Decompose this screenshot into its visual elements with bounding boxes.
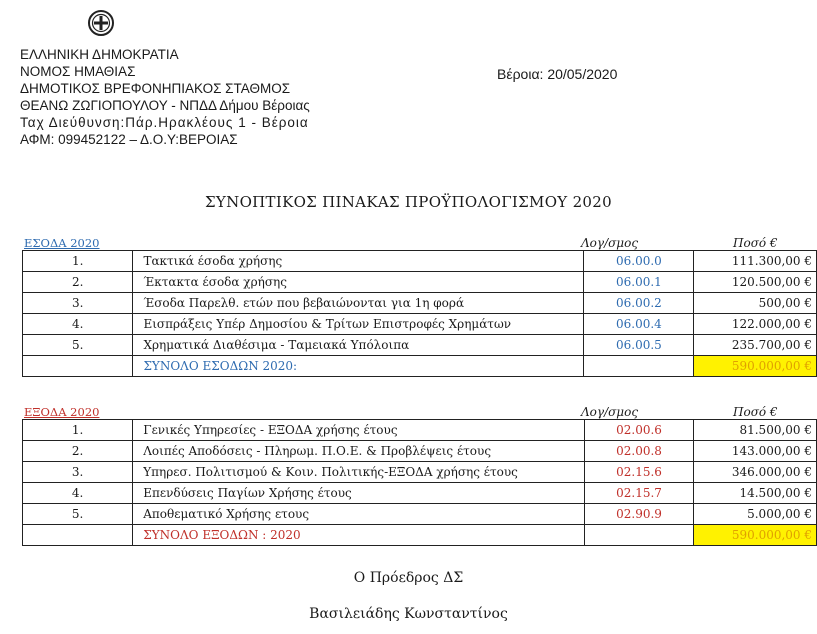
header-line: ΘΕΑΝΩ ΖΩΓΙΟΠΟΥΛΟΥ - ΝΠΔΔ Δήμου Βέροιας xyxy=(20,98,310,113)
row-amount: 81.500,00 € xyxy=(694,420,817,441)
table-row xyxy=(23,293,817,314)
table-row xyxy=(23,251,817,272)
row-description: Υπηρεσ. Πολιτισμού & Κοιν. Πολιτικής-ΕΞΟΔΑ χρήσης έτους xyxy=(133,462,584,483)
row-number: 4. xyxy=(23,483,133,504)
expense-table xyxy=(22,419,817,546)
row-number: 5. xyxy=(23,335,133,356)
row-amount: 14.500,00 € xyxy=(694,483,817,504)
income-table xyxy=(22,250,817,377)
row-description: Αποθεματικό Χρήσης ετους xyxy=(133,504,584,525)
row-number: 1. xyxy=(23,251,133,272)
row-code: 06.00.2 xyxy=(584,293,694,314)
page-title: ΣΥΝΟΠΤΙΚΟΣ ΠΙΝΑΚΑΣ ΠΡΟΫΠΟΛΟΓΙΣΜΟΥ 2020 xyxy=(205,193,612,211)
total-row xyxy=(23,356,817,377)
row-amount: 111.300,00 € xyxy=(694,251,817,272)
row-number: 1. xyxy=(23,420,133,441)
row-amount: 122.000,00 € xyxy=(694,314,817,335)
row-amount: 235.700,00 € xyxy=(694,335,817,356)
row-code: 06.00.1 xyxy=(584,272,694,293)
row-description: Έκτακτα έσοδα χρήσης xyxy=(133,272,584,293)
row-number: 3. xyxy=(23,462,133,483)
row-description: Επενδύσεις Παγίων Χρήσης έτους xyxy=(133,483,584,504)
expense-section-label: ΕΞΟΔΑ 2020 xyxy=(24,405,100,419)
expense-total-label: ΣΥΝΟΛΟ ΕΞΟΔΩΝ : 2020 xyxy=(133,525,584,546)
row-description: Τακτικά έσοδα χρήσης xyxy=(133,251,584,272)
table-row xyxy=(23,441,817,462)
greek-emblem-icon xyxy=(88,10,114,36)
total-row xyxy=(23,525,817,546)
row-number: 2. xyxy=(23,441,133,462)
document-date: Βέροια: 20/05/2020 xyxy=(497,66,618,82)
table-row xyxy=(23,504,817,525)
row-amount: 500,00 € xyxy=(694,293,817,314)
row-number: 5. xyxy=(23,504,133,525)
issuer-header xyxy=(20,46,310,148)
row-code: 02.15.6 xyxy=(584,462,694,483)
income-code-header: Λογ/σμος xyxy=(581,236,639,250)
signatory-role: Ο Πρόεδρος ΔΣ xyxy=(353,570,464,586)
expense-total-amount: 590.000,00 € xyxy=(694,525,817,546)
signatory-name: Βασιλειάδης Κωνσταντίνος xyxy=(309,606,508,622)
expense-code-header: Λογ/σμος xyxy=(581,405,639,419)
row-description: Χρηματικά Διαθέσιμα - Ταμειακά Υπόλοιπα xyxy=(133,335,584,356)
income-section-label: ΕΣΟΔΑ 2020 xyxy=(24,236,100,250)
row-number: 2. xyxy=(23,272,133,293)
header-line: ΕΛΛΗΝΙΚΗ ΔΗΜΟΚΡΑΤΙΑ xyxy=(20,47,179,62)
expense-amount-header: Ποσό € xyxy=(733,405,778,419)
row-amount: 5.000,00 € xyxy=(694,504,817,525)
table-row xyxy=(23,462,817,483)
row-description: Γενικές Υπηρεσίες - ΕΞΟΔΑ χρήσης έτους xyxy=(133,420,584,441)
row-amount: 346.000,00 € xyxy=(694,462,817,483)
row-number: 4. xyxy=(23,314,133,335)
income-amount-header: Ποσό € xyxy=(733,236,778,250)
header-line: ΝΟΜΟΣ ΗΜΑΘΙΑΣ xyxy=(20,64,136,79)
row-amount: 120.500,00 € xyxy=(694,272,817,293)
row-code: 02.00.8 xyxy=(584,441,694,462)
income-total-amount: 590.000,00 € xyxy=(694,356,817,377)
row-description: Εισπράξεις Υπέρ Δημοσίου & Τρίτων Επιστροφές Χρημάτων xyxy=(133,314,584,335)
header-afm: ΑΦΜ: 099452122 – Δ.Ο.Υ:ΒΕΡΟΙΑΣ xyxy=(20,132,238,147)
table-row xyxy=(23,314,817,335)
header-line: ΔΗΜΟΤΙΚΟΣ ΒΡΕΦΟΝΗΠΙΑΚΟΣ ΣΤΑΘΜΟΣ xyxy=(20,81,291,96)
row-code: 06.00.5 xyxy=(584,335,694,356)
table-row xyxy=(23,272,817,293)
table-row xyxy=(23,483,817,504)
row-description: Λοιπές Αποδόσεις - Πληρωμ. Π.Ο.Ε. & Προβλέψεις έτους xyxy=(133,441,584,462)
table-row xyxy=(23,420,817,441)
row-code: 02.00.6 xyxy=(584,420,694,441)
row-code: 06.00.4 xyxy=(584,314,694,335)
row-code: 06.00.0 xyxy=(584,251,694,272)
row-code: 02.15.7 xyxy=(584,483,694,504)
row-amount: 143.000,00 € xyxy=(694,441,817,462)
row-number: 3. xyxy=(23,293,133,314)
income-total-label: ΣΥΝΟΛΟ ΕΣΟΔΩΝ 2020: xyxy=(133,356,584,377)
header-address: Ταχ Διεύθυνση:Πάρ.Ηρακλέους 1 - Βέροια xyxy=(20,115,309,130)
row-description: Έσοδα Παρελθ. ετών που βεβαιώνονται για 1η φορά xyxy=(133,293,584,314)
row-code: 02.90.9 xyxy=(584,504,694,525)
table-row xyxy=(23,335,817,356)
